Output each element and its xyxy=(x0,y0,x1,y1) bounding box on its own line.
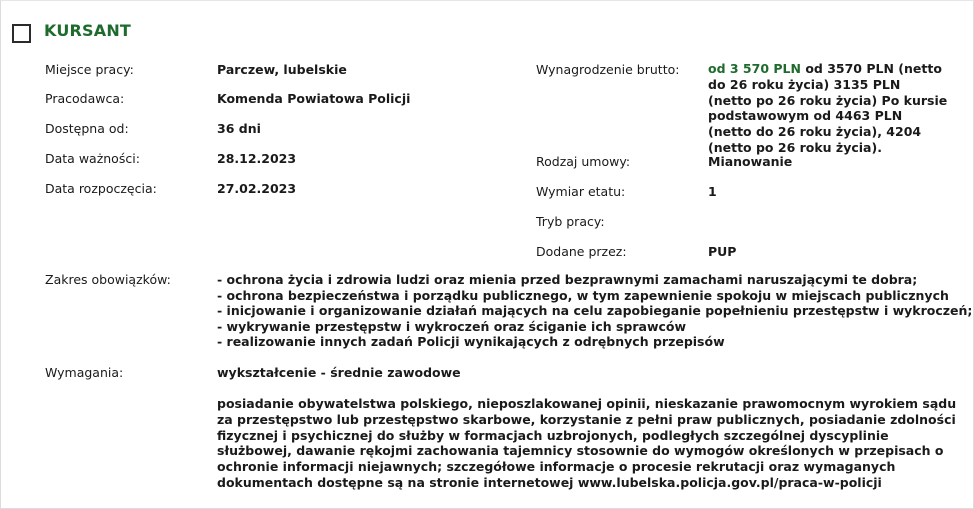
contract-label: Rodzaj umowy: xyxy=(536,154,631,169)
requirements-label: Wymagania: xyxy=(45,365,124,380)
available-label: Dostępna od: xyxy=(45,121,129,136)
contract-value: Mianowanie xyxy=(708,154,793,169)
start-date-value: 27.02.2023 xyxy=(217,181,297,196)
offer-title[interactable]: KURSANT xyxy=(44,21,132,40)
work-mode-label: Tryb pracy: xyxy=(536,214,605,229)
duties-list xyxy=(217,272,973,350)
available-value: 36 dni xyxy=(217,121,261,136)
duty-item: - inicjowanie i organizowanie działań mających na celu zapobieganie popełnieniu przestępstw i wykroczeń; xyxy=(217,303,973,319)
salary-highlight: od 3 570 PLN xyxy=(708,61,801,76)
salary-details: od 3570 PLN (netto do 26 roku życia) 3135 PLN (netto po 26 roku życia) Po kursie podstawowym od 4463 PLN (netto do 26 roku życia), 4204 (netto po 26 roku życia). xyxy=(708,61,948,155)
select-offer-checkbox[interactable] xyxy=(12,24,31,43)
fte-value: 1 xyxy=(708,184,717,199)
duty-item: - ochrona życia i zdrowia ludzi oraz mienia przed bezprawnymi zamachami naruszającymi te dobra; xyxy=(217,272,918,287)
location-value: Parczew, lubelskie xyxy=(217,62,347,77)
fte-label: Wymiar etatu: xyxy=(536,184,626,199)
employer-label: Pracodawca: xyxy=(45,91,125,106)
added-by-label: Dodane przez: xyxy=(536,244,627,259)
employer-value: Komenda Powiatowa Policji xyxy=(217,91,411,106)
salary-label: Wynagrodzenie brutto: xyxy=(536,62,680,77)
salary-value xyxy=(708,61,948,156)
expiry-label: Data ważności: xyxy=(45,151,140,166)
expiry-value: 28.12.2023 xyxy=(217,151,297,166)
duty-item: - wykrywanie przestępstw i wykroczeń oraz ściganie ich sprawców xyxy=(217,318,687,334)
duty-item: - realizowanie innych zadań Policji wynikających z odrębnych przepisów xyxy=(217,334,725,350)
location-label: Miejsce pracy: xyxy=(45,62,134,77)
requirements-details: posiadanie obywatelstwa polskiego, nieposzlakowanej opinii, nieskazanie prawomocnym wyrokiem sądu za przestępstwo lub przestępstwo skarbowe, korzystanie z pełni praw publicznych, posiadanie zdolności fizycznej i psychicznej do służby w formacjach uzbrojonych, podległych szczególnej dyscyplinie służbowej, dawanie rękojmi zachowania tajemnicy stosownie do wymogów określonych w przepisach o ochronie informacji niejawnych; szczegółowe informacje o procesie rekrutacji oraz wymaganych dokumentach dostępne są na stronie internetowej www.lubelska.policja.gov.pl/praca-w-policji xyxy=(217,396,957,490)
added-by-value: PUP xyxy=(708,244,737,259)
duty-item: - ochrona bezpieczeństwa i porządku publicznego, w tym zapewnienie spokoju w miejscach publicznych xyxy=(217,287,949,303)
duties-label: Zakres obowiązków: xyxy=(45,272,171,287)
education-requirement: wykształcenie - średnie zawodowe xyxy=(217,365,461,380)
start-date-label: Data rozpoczęcia: xyxy=(45,181,157,196)
